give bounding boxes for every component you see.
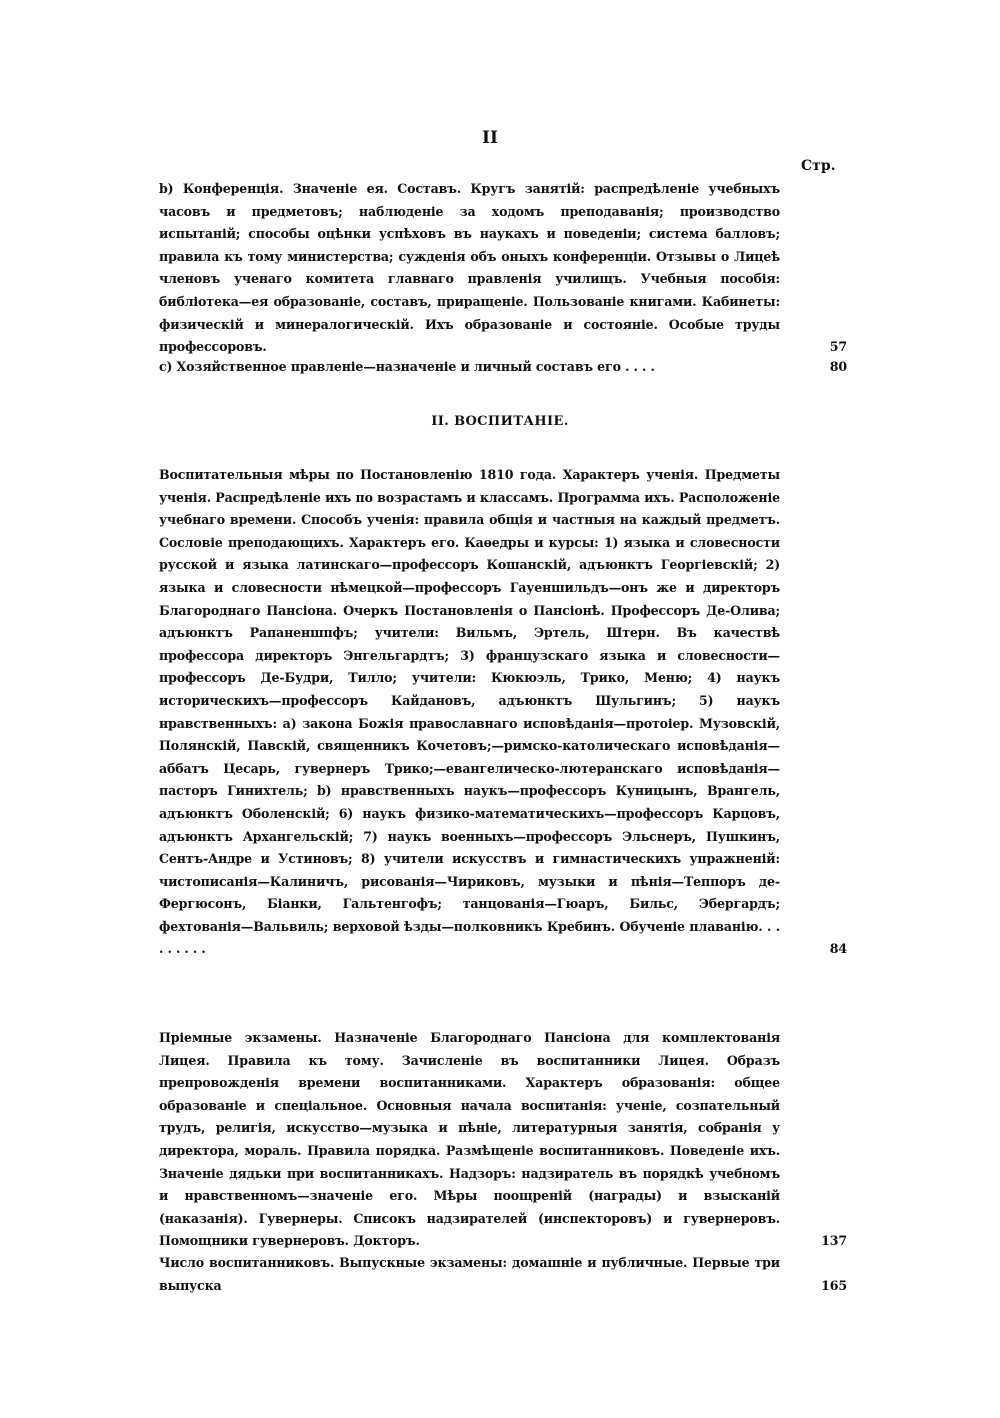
toc-entry-page: 57	[829, 339, 847, 355]
toc-entry-text: b) Конференція. Значеніе ея. Составъ. Кругъ занятій: распредѣленіе учебныхъ часовъ и предметовъ; наблюденіе за ходомъ преподаванія; производство испытаній; способы оцѣнки успѣховъ въ наукахъ и поведеніи; система балловъ; правила къ тому министерства; сужденія объ оныхъ конференціи. Отзывы о Лицеѣ членовъ ученаго комитета главнаго правленія училищъ. Учебныя пособія: библіотека—ея образованіе, составъ, приращеніе. Пользованіе книгами. Кабинеты: физическій и минералогическій. Ихъ образованіе и состояніе. Особые труды профессоровъ.	[159, 181, 780, 355]
toc-entry-text: c) Хозяйственное правленіе—назначеніе и личный составъ его . . . .	[159, 359, 655, 374]
toc-entry-text: Воспитательныя мѣры по Постановленію 1810 года. Характеръ ученія. Предметы ученія. Распредѣленіе ихъ по возрастамъ и классамъ. Программа ихъ. Расположеніе учебнаго времени. Способъ ученія: правила общія и частныя на каждый предметъ. Сословіе преподающихъ. Характеръ его. Каѳедры и курсы: 1) языка и словесности русской и языка латинскаго—профессоръ Кошанскій, адъюнктъ Георгіевскій; 2) языка и словесности нѣмецкой—профессоръ Гауеншильдъ—онъ же и директоръ Благороднаго Пансіона. Очеркъ Постановленія о Пансіонѣ. Профессоръ Де-Олива; адъюнктъ Рапаненшпфъ; учители: Вильмъ, Эртель, Штерн. Въ качествѣ профессора директоръ Энгельгардтъ; 3) французскаго языка и словесности—профессоръ Де-Будри, Тилло; учители: Кюкюэль, Трико, Меню; 4) наукъ историческихъ—профессоръ Кайдановъ, адъюнктъ Шульгинъ; 5) наукъ нравственныхъ: а) закона Божія православнаго исповѣданія—протоіер. Музовскій, Полянскій, Павскій, священникъ Кочетовъ;—римско-католическаго исповѣданія—аббатъ Цесарь, гувернеръ Трико;—евангелическо-лютеранскаго исповѣданія—пасторъ Гинихтель; b) нравственныхъ наукъ—профессоръ Куницынъ, Врангель, адъюнктъ Оболенскій; 6) наукъ физико-математическихъ—профессоръ Карцовъ, адъюнктъ Архангельскій; 7) наукъ военныхъ—профессоръ Эльснеръ, Пушкинъ, Сентъ-Андре и Устиновъ; 8) учители искусствъ и гимнастическихъ упражненій: чистописанія—Калиничъ, рисованія—Чириковъ, музыки и пѣнія—Теппоръ де-Фергюсонъ, Біанки, Гальтенгофъ; танцованія—Гюаръ, Бильс, Эбергардъ; фехтованія—Вальвиль; верховой ѣзды—полковникъ Кребинъ. Обученіе плаванію. . . . . . . . .	[159, 467, 780, 957]
page-number: II	[482, 128, 498, 148]
toc-entry-page: 165	[821, 1277, 847, 1293]
toc-entry	[159, 178, 847, 359]
toc-entry-text: Число воспитанниковъ. Выпускные экзамены: домашніе и публичные. Первые три выпуска	[159, 1255, 780, 1293]
toc-entry-page: 80	[829, 359, 847, 374]
toc-entry	[159, 1252, 847, 1297]
toc-entry-page: 137	[821, 1233, 847, 1249]
toc-entry-page: 84	[829, 941, 847, 957]
toc-entry-text: Пріемные экзамены. Назначеніе Благороднаго Пансіона для комплектованія Лицея. Правила къ тому. Зачисленіе въ воспитанники Лицея. Образъ препровожденія времени воспитанниками. Характеръ образованія: общее образованіе и спеціальное. Основныя начала воспитанія: ученіе, созпательный трудъ, религія, искусство—музыка и пѣніе, литературныя занятія, собранія у директора, мораль. Правила порядка. Размѣщеніе воспитанниковъ. Поведеніе ихъ. Значеніе дядьки при воспитанникахъ. Надзоръ: надзиратель въ порядкѣ учебномъ и нравственномъ—значеніе его. Мѣры поощреній (награды) и взысканій (наказанія). Гувернеры. Списокъ надзирателей (инспекторовъ) и гувернеровъ. Помощники гувернеровъ. Докторъ.	[159, 1030, 780, 1249]
toc-entry	[159, 464, 847, 961]
section-heading: II. ВОСПИТАНІЕ.	[431, 414, 569, 429]
toc-entry	[159, 356, 847, 379]
toc-entry	[159, 1027, 847, 1253]
page-column-header: Стр.	[801, 158, 836, 174]
